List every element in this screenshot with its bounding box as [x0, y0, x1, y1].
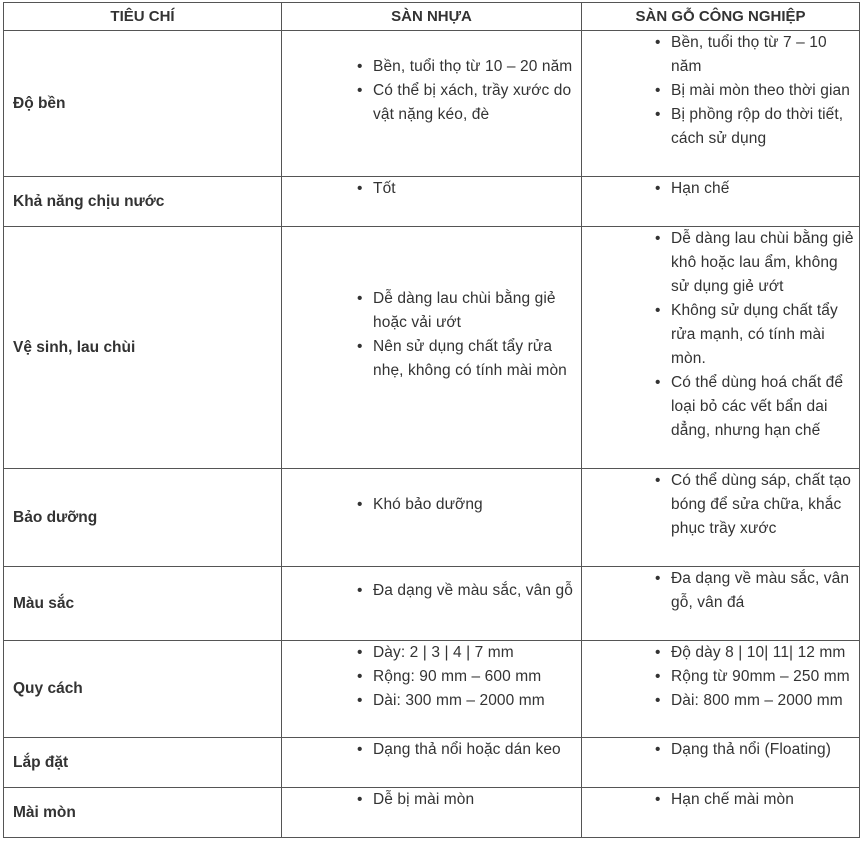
bullet-list	[671, 641, 857, 713]
table-row	[4, 227, 860, 469]
bullet-list	[373, 788, 575, 812]
bullet-list	[671, 31, 857, 151]
criterion-cell: Quy cách	[4, 641, 282, 738]
wood-cell	[582, 567, 860, 641]
bullet-list	[373, 177, 575, 201]
plastic-cell	[282, 641, 582, 738]
list-item: • Rộng từ 90mm – 250 mm	[671, 665, 857, 689]
list-item: • Dài: 300 mm – 2000 mm	[373, 689, 575, 713]
wood-cell	[582, 738, 860, 788]
criterion-cell: Mài mòn	[4, 788, 282, 838]
list-item: • Dễ dàng lau chùi bằng giẻ khô hoặc lau ẩm, không sử dụng giẻ ướt	[671, 227, 857, 299]
list-item: • Độ dày 8 | 10| 11| 12 mm	[671, 641, 857, 665]
plastic-cell	[282, 567, 582, 641]
bullet-list	[671, 469, 857, 541]
list-item: • Dễ dàng lau chùi bằng giẻ hoặc vải ướt	[373, 287, 575, 335]
bullet-list	[671, 227, 857, 443]
comparison-table-container	[3, 2, 860, 838]
plastic-cell	[282, 227, 582, 469]
wood-cell	[582, 227, 860, 469]
bullet-list	[671, 788, 857, 812]
list-item: • Tốt	[373, 177, 575, 201]
list-item: • Không sử dụng chất tẩy rửa mạnh, có tính mài mòn.	[671, 299, 857, 371]
list-item: • Hạn chế	[671, 177, 857, 201]
header-wood-floor: SÀN GỖ CÔNG NGHIỆP	[582, 3, 860, 31]
criterion-cell: Lắp đặt	[4, 738, 282, 788]
plastic-cell	[282, 469, 582, 567]
list-item: • Dạng thả nổi hoặc dán keo	[373, 738, 575, 762]
table-row	[4, 738, 860, 788]
wood-cell	[582, 177, 860, 227]
wood-cell	[582, 469, 860, 567]
comparison-table	[3, 2, 860, 838]
list-item: • Bền, tuổi thọ từ 10 – 20 năm	[373, 55, 575, 79]
criterion-cell: Vệ sinh, lau chùi	[4, 227, 282, 469]
list-item: • Rộng: 90 mm – 600 mm	[373, 665, 575, 689]
header-criteria: TIÊU CHÍ	[4, 3, 282, 31]
table-row	[4, 567, 860, 641]
table-row	[4, 641, 860, 738]
list-item: • Dày: 2 | 3 | 4 | 7 mm	[373, 641, 575, 665]
list-item: • Nên sử dụng chất tẩy rửa nhẹ, không có tính mài mòn	[373, 335, 575, 383]
bullet-list	[373, 579, 575, 603]
plastic-cell	[282, 788, 582, 838]
bullet-list	[671, 567, 857, 615]
list-item: • Đa dạng về màu sắc, vân gỗ, vân đá	[671, 567, 857, 615]
list-item: • Khó bảo dưỡng	[373, 493, 575, 517]
table-row	[4, 788, 860, 838]
table-row	[4, 31, 860, 177]
header-row	[4, 3, 860, 31]
list-item: • Có thể bị xách, trầy xước do vật nặng kéo, đè	[373, 79, 575, 127]
bullet-list	[373, 55, 575, 127]
list-item: • Dài: 800 mm – 2000 mm	[671, 689, 857, 713]
bullet-list	[671, 177, 857, 201]
list-item: • Hạn chế mài mòn	[671, 788, 857, 812]
bullet-list	[671, 738, 857, 762]
header-plastic-floor: SÀN NHỰA	[282, 3, 582, 31]
plastic-cell	[282, 31, 582, 177]
list-item: • Bền, tuổi thọ từ 7 – 10 năm	[671, 31, 857, 79]
table-row	[4, 177, 860, 227]
criterion-cell: Màu sắc	[4, 567, 282, 641]
table-row	[4, 469, 860, 567]
plastic-cell	[282, 738, 582, 788]
plastic-cell	[282, 177, 582, 227]
list-item: • Có thể dùng hoá chất để loại bỏ các vết bẩn dai dẳng, nhưng hạn chế	[671, 371, 857, 443]
wood-cell	[582, 31, 860, 177]
list-item: • Dạng thả nổi (Floating)	[671, 738, 857, 762]
wood-cell	[582, 788, 860, 838]
criterion-cell: Độ bền	[4, 31, 282, 177]
criterion-cell: Khả năng chịu nước	[4, 177, 282, 227]
criterion-cell: Bảo dưỡng	[4, 469, 282, 567]
list-item: • Có thể dùng sáp, chất tạo bóng để sửa chữa, khắc phục trầy xước	[671, 469, 857, 541]
bullet-list	[373, 641, 575, 713]
bullet-list	[373, 738, 575, 762]
list-item: • Bị phồng rộp do thời tiết, cách sử dụng	[671, 103, 857, 151]
list-item: • Bị mài mòn theo thời gian	[671, 79, 857, 103]
list-item: • Dễ bị mài mòn	[373, 788, 575, 812]
list-item: • Đa dạng về màu sắc, vân gỗ	[373, 579, 575, 603]
bullet-list	[373, 287, 575, 383]
bullet-list	[373, 493, 575, 517]
wood-cell	[582, 641, 860, 738]
